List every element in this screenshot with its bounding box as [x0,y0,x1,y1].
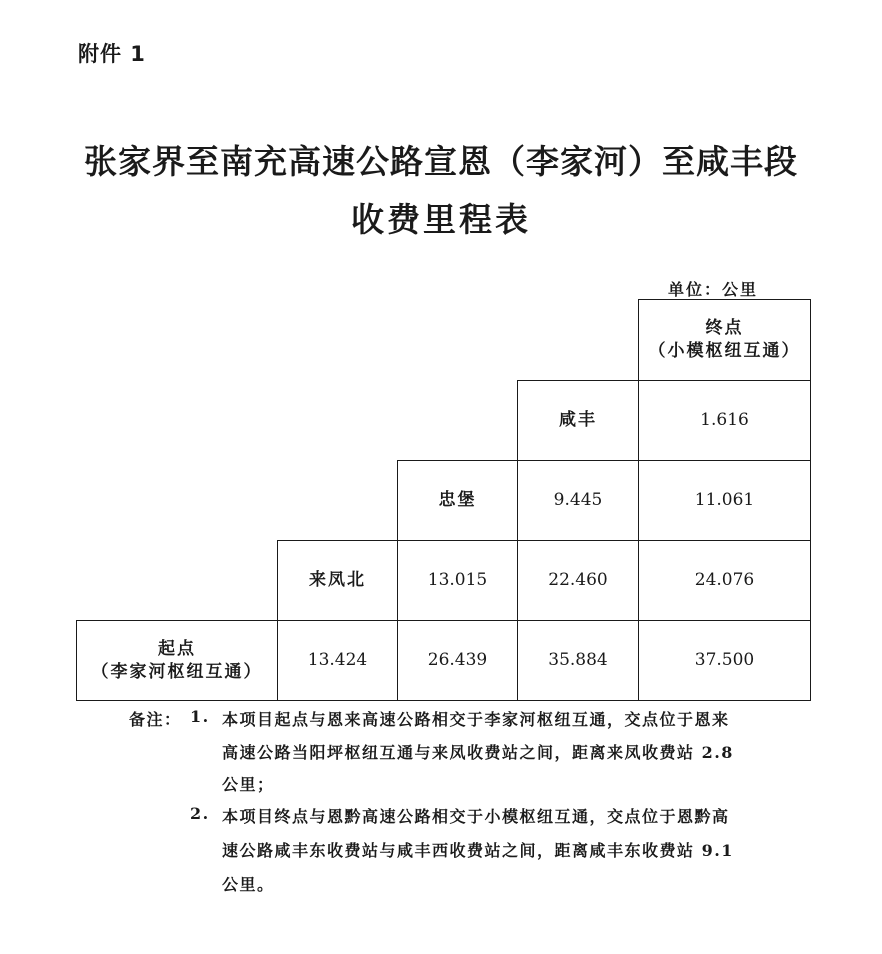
distance-xianfeng-to-end [638,380,811,461]
notes-prefix: 备注： [129,710,182,729]
distance-value: 26.439 [427,650,488,671]
note1-line2: 高速公路当阳坪枢纽互通与来凤收费站之间，距离来凤收费站 2.8 [222,743,734,762]
distance-value: 13.015 [427,570,488,591]
note2-line3: 公里。 [222,875,275,894]
unit-label: 单位：公里 [668,280,759,299]
note2-line2: 速公路咸丰东收费站与咸丰西收费站之间，距离咸丰东收费站 9.1 [222,841,734,860]
distance-value: 11.061 [694,490,755,511]
distance-start-to-laifengbei [277,620,398,701]
attachment-label: 附件 1 [78,42,146,66]
distance-laifengbei-to-end [638,540,811,621]
document-title-line2: 收费里程表 [351,200,531,239]
note1-number: 1. [190,707,210,726]
distance-start-to-xianfeng [517,620,639,701]
note2-number: 2. [190,804,210,823]
distance-start-to-zhongbao [397,620,518,701]
distance-start-to-end [638,620,811,701]
note2-line1: 本项目终点与恩黔高速公路相交于小模枢纽互通，交点位于恩黔高 [222,807,730,826]
station-xianfeng-cell [517,380,639,461]
distance-value: 9.445 [553,490,603,511]
note1-line1: 本项目起点与恩来高速公路相交于李家河枢纽互通，交点位于恩来 [222,710,730,729]
start-point-detail: （李家河枢纽互通） [91,661,263,682]
distance-value: 1.616 [700,410,749,431]
document-title-line1: 张家界至南充高速公路宣恩（李家河）至咸丰段 [84,142,798,181]
distance-laifengbei-to-xianfeng [517,540,639,621]
distance-value: 13.424 [307,650,368,671]
distance-laifengbei-to-zhongbao [397,540,518,621]
end-point-detail: （小模枢纽互通） [648,341,801,361]
end-point-cell [638,299,811,381]
distance-zhongbao-to-end [638,460,811,541]
station-laifengbei-name: 来凤北 [309,570,366,591]
station-laifengbei-cell [277,540,398,621]
station-zhongbao-name: 忠堡 [438,490,477,511]
start-point-cell [76,620,278,701]
distance-value: 22.460 [548,570,608,591]
station-zhongbao-cell [397,460,518,541]
distance-value: 35.884 [548,650,608,671]
distance-value: 37.500 [694,650,755,671]
start-point-name: 起点 [158,638,196,659]
distance-zhongbao-to-xianfeng [517,460,639,541]
station-xianfeng-name: 咸丰 [559,410,597,431]
note1-line3: 公里； [222,775,275,794]
distance-value: 24.076 [694,570,755,591]
end-point-name: 终点 [705,318,744,339]
